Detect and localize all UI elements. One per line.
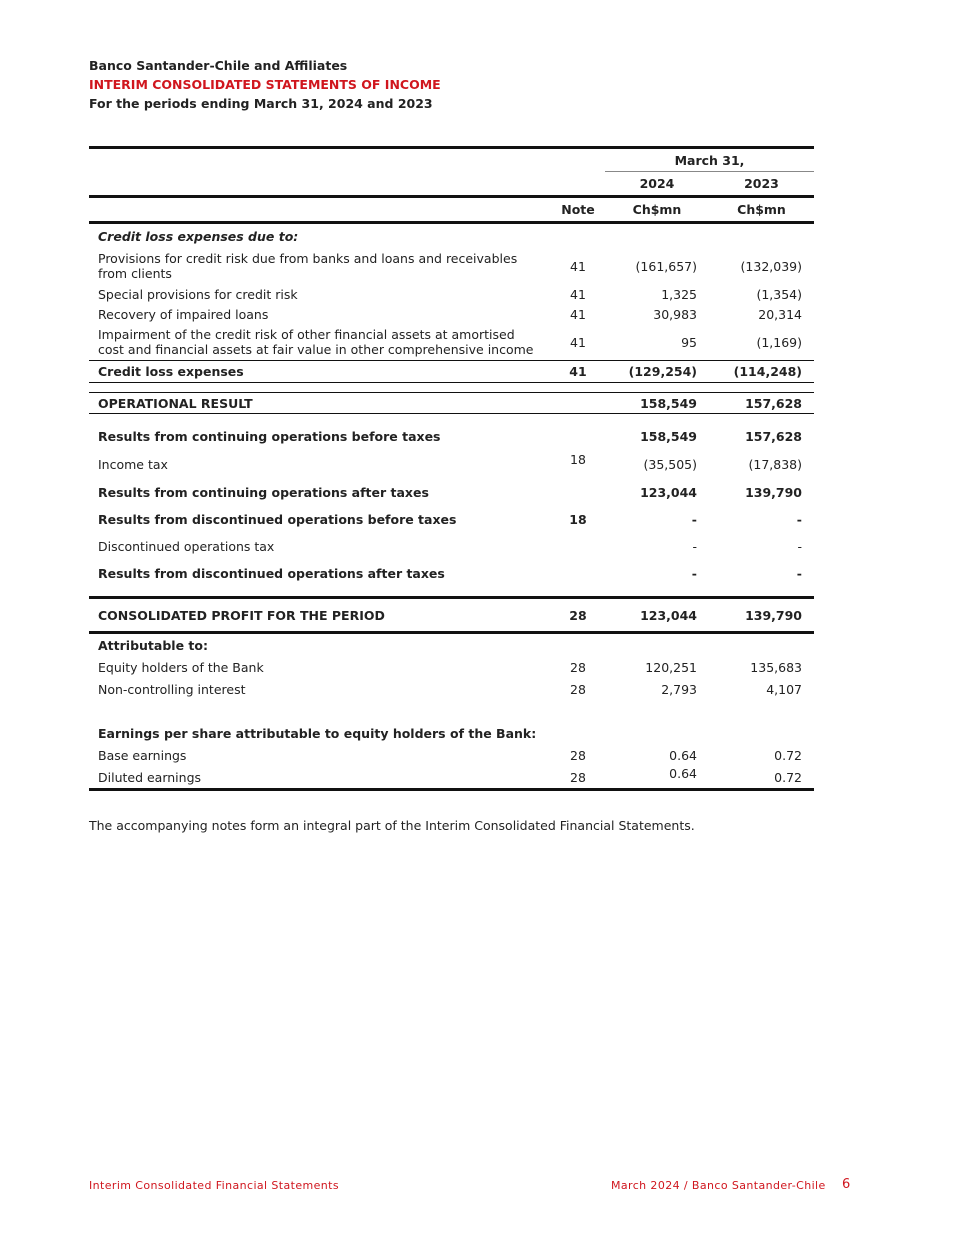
row-note: 28 xyxy=(551,766,605,790)
row-value-2024: 2,793 xyxy=(661,681,697,697)
row-label: Results from continuing operations before taxes xyxy=(98,429,441,444)
row-note: 41 xyxy=(551,361,605,383)
row-value-2024: - xyxy=(691,566,697,581)
row-value-2024: - xyxy=(692,539,697,554)
footer-document-title: Interim Consolidated Financial Statements xyxy=(89,1179,340,1192)
row-label: CONSOLIDATED PROFIT FOR THE PERIOD xyxy=(89,598,551,633)
row-value-2024: 0.64 xyxy=(669,747,697,763)
statement-period: For the periods ending March 31, 2024 and 2023 xyxy=(89,96,433,111)
row-value-2023: 139,790 xyxy=(709,598,814,633)
table-row xyxy=(89,304,814,324)
row-value-2023: 4,107 xyxy=(766,681,802,697)
company-name: Banco Santander-Chile and Affiliates xyxy=(89,58,348,73)
row-label: Recovery of impaired loans xyxy=(98,306,269,322)
income-statement-table xyxy=(89,146,814,791)
note-column-header: Note xyxy=(551,197,605,223)
row-value-2024: 1,325 xyxy=(661,286,697,302)
page-number: 6 xyxy=(842,1177,851,1192)
total-row xyxy=(89,598,814,633)
row-value-2023: (1,354) xyxy=(756,286,802,302)
footer-date-company: March 2024 / Banco Santander-Chile xyxy=(611,1179,826,1192)
row-label: Equity holders of the Bank xyxy=(98,659,264,675)
row-value-2024: 158,549 xyxy=(640,429,697,444)
table-row xyxy=(89,479,814,506)
row-label: Impairment of the credit risk of other financial assets at amortised cost and financial assets at fair value in other comprehensive income xyxy=(98,327,534,357)
table-row xyxy=(89,678,814,700)
row-value-2024: 95 xyxy=(681,334,697,350)
row-label: Base earnings xyxy=(98,747,187,763)
table-row xyxy=(89,248,814,284)
subtotal-row xyxy=(89,393,814,414)
row-note xyxy=(551,560,605,587)
row-value-2023: 0.72 xyxy=(774,747,802,763)
row-value-2023: (114,248) xyxy=(709,361,814,383)
row-value-2024: 30,983 xyxy=(653,306,697,322)
row-label: Special provisions for credit risk xyxy=(98,286,298,302)
table-row xyxy=(89,766,814,790)
row-value-2024: 123,044 xyxy=(605,598,709,633)
row-value-2024: 158,549 xyxy=(605,393,709,414)
table-row xyxy=(89,423,814,450)
row-label: Provisions for credit risk due from banks and loans and receivables from clients xyxy=(98,251,518,281)
row-value-2023: - xyxy=(796,566,802,581)
accompanying-notes-text: The accompanying notes form an integral part of the Interim Consolidated Financial Statements. xyxy=(89,818,695,833)
section-eps: Earnings per share attributable to equity holders of the Bank: xyxy=(98,725,537,741)
row-value-2023: (132,039) xyxy=(740,258,802,274)
row-label: Results from discontinued operations after taxes xyxy=(98,566,445,581)
row-note: 41 xyxy=(570,286,586,302)
period-group-header: March 31, xyxy=(605,148,814,172)
unit-2023-header: Ch$mn xyxy=(709,197,814,223)
row-note: 41 xyxy=(570,334,586,350)
row-note: 18 xyxy=(569,512,587,527)
row-note: 28 xyxy=(551,598,605,633)
row-label: Credit loss expenses xyxy=(89,361,551,383)
row-note xyxy=(551,533,605,560)
row-label: Non-controlling interest xyxy=(98,681,246,697)
row-value-2024: 0.64 xyxy=(605,766,709,790)
subtotal-row xyxy=(89,361,814,383)
row-label: Income tax xyxy=(98,457,168,472)
row-value-2023: (17,838) xyxy=(748,457,802,472)
row-value-2024: 123,044 xyxy=(640,485,697,500)
row-label: Results from continuing operations after taxes xyxy=(98,485,429,500)
row-label: Discontinued operations tax xyxy=(98,539,275,554)
table-row xyxy=(89,284,814,304)
row-note: 28 xyxy=(570,747,586,763)
page-header xyxy=(89,56,441,113)
row-note: 41 xyxy=(570,306,586,322)
row-note: 28 xyxy=(570,659,586,675)
row-note xyxy=(551,393,605,414)
table-row xyxy=(89,450,814,479)
row-value-2023: 157,628 xyxy=(745,429,802,444)
table-row xyxy=(89,744,814,766)
table-row xyxy=(89,506,814,533)
table-row xyxy=(89,324,814,361)
row-value-2023: 135,683 xyxy=(750,659,802,675)
row-label: Diluted earnings xyxy=(89,766,551,790)
unit-2024-header: Ch$mn xyxy=(605,197,709,223)
row-note xyxy=(551,479,605,506)
year-2024-header: 2024 xyxy=(605,172,709,197)
row-value-2024: (35,505) xyxy=(643,457,697,472)
row-value-2023: (1,169) xyxy=(756,334,802,350)
row-value-2023: 20,314 xyxy=(758,306,802,322)
row-value-2024: - xyxy=(691,512,697,527)
row-value-2023: - xyxy=(796,512,802,527)
section-attributable: Attributable to: xyxy=(98,637,208,653)
section-credit-loss: Credit loss expenses due to: xyxy=(98,228,299,244)
row-value-2023: - xyxy=(797,539,802,554)
row-note: 41 xyxy=(570,258,586,274)
row-note xyxy=(551,423,605,450)
row-value-2024: 120,251 xyxy=(645,659,697,675)
statement-title: INTERIM CONSOLIDATED STATEMENTS OF INCOME xyxy=(89,77,441,92)
row-note: 18 xyxy=(570,452,586,467)
row-value-2024: (129,254) xyxy=(605,361,709,383)
row-value-2023: 157,628 xyxy=(709,393,814,414)
row-value-2023: 139,790 xyxy=(745,485,802,500)
table-row xyxy=(89,560,814,587)
row-label: Results from discontinued operations before taxes xyxy=(98,512,457,527)
table-row xyxy=(89,533,814,560)
row-value-2024: (161,657) xyxy=(635,258,697,274)
row-note: 28 xyxy=(570,681,586,697)
year-2023-header: 2023 xyxy=(709,172,814,197)
table-row xyxy=(89,656,814,678)
row-value-2023: 0.72 xyxy=(709,766,814,790)
row-label: OPERATIONAL RESULT xyxy=(89,393,551,414)
